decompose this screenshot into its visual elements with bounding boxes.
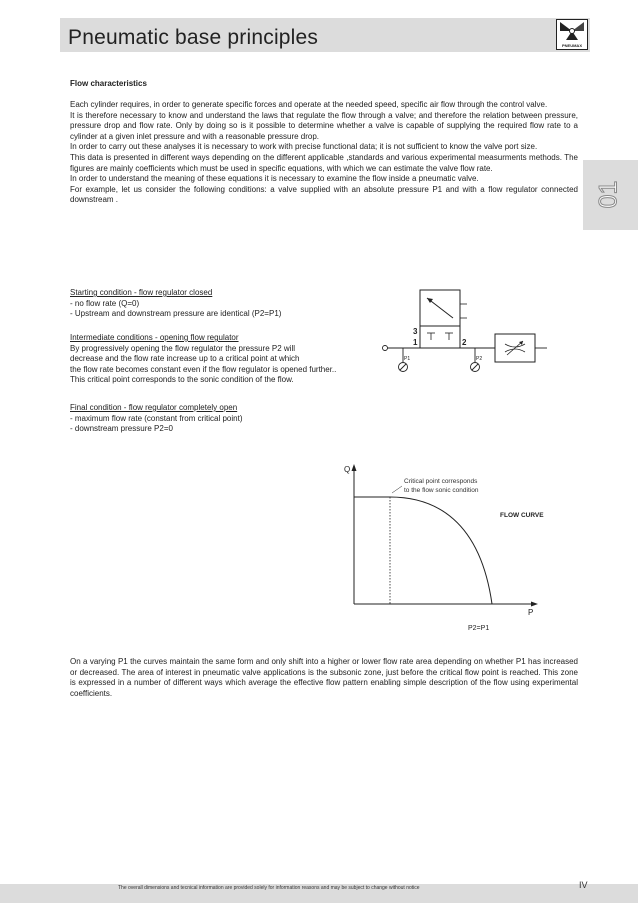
- critical-point-annotation-1: Critical point corresponds: [404, 478, 478, 485]
- critical-point-annotation-2: to the flow sonic condition: [404, 487, 479, 494]
- closing-paragraph: On a varying P1 the curves maintain the same form and only shift into a higher or lower flow rate area depending on whether P1 has increased or decreased. The area of interest in pneumatic valve applications is the subsonic zone, just before the critical flow point is reached. This zone is expressed in a number of different ways which average the effective flow pattern enabling simple description of the flow using experimental coefficients.: [70, 657, 578, 698]
- starting-heading: Starting condition - flow regulator closed: [70, 288, 213, 297]
- condition-line: - no flow rate (Q=0): [70, 298, 140, 308]
- pneumax-logo: [556, 19, 588, 50]
- gauge-p2-label: P2: [476, 356, 483, 362]
- chapter-number: 01: [594, 180, 623, 209]
- intro-paragraph: Each cylinder requires, in order to generate specific forces and operate at the needed speed, specific air flow through the control valve.: [70, 100, 548, 109]
- condition-line: - maximum flow rate (constant from critical point): [70, 413, 243, 423]
- intro-paragraph: This data is presented in different ways depending on the different applicable ,standards and various experimental measurments methods. The figures are mainly coefficients which must be used in specific equations, with which we can estimate the valve flow rate.: [70, 152, 578, 173]
- intro-paragraph: It is therefore necessary to know and understand the laws that regulate the flow through a valve; and therefore the relation between pressure, pressure drop and flow rate. Only by doing so is it possible to determine whether a valve is capable of supplying the required flow rate to a cylinder at a given inlet pressure and with a reasonable pressure drop.: [70, 110, 578, 141]
- final-condition: [70, 403, 390, 435]
- x-axis-label: P: [528, 608, 534, 617]
- port-1-label: 1: [413, 338, 418, 347]
- flow-curve-title: FLOW CURVE: [500, 512, 544, 519]
- intermediate-heading: Intermediate conditions - opening flow regulator: [70, 333, 239, 342]
- supply-source-icon: [383, 346, 388, 351]
- intro-paragraph: In order to understand the meaning of these equations it is necessary to examine the flow inside a pneumatic valve.: [70, 174, 479, 184]
- final-heading: Final condition - flow regulator completely open: [70, 403, 238, 412]
- gauge-p1-label: P1: [404, 356, 411, 362]
- flow-curve-chart: [340, 460, 550, 640]
- flow-curve-line: [354, 497, 492, 604]
- chapter-tab: [583, 160, 638, 230]
- page-title: Pneumatic base principles: [68, 26, 319, 49]
- intro-text: [70, 100, 578, 206]
- intermediate-condition: [70, 333, 390, 386]
- starting-condition: [70, 288, 390, 320]
- port-2-label: 2: [462, 338, 467, 347]
- valve-circuit-diagram: [375, 282, 555, 382]
- p2-equals-p1-label: P2=P1: [468, 625, 490, 632]
- condition-line: the flow rate becomes constant even if the flow regulator is opened further..: [70, 364, 337, 374]
- condition-line: - Upstream and downstream pressure are identical (P2=P1): [70, 309, 282, 319]
- condition-line: By progressively opening the flow regulator the pressure P2 will: [70, 343, 296, 353]
- section-title: Flow characteristics: [70, 79, 147, 88]
- y-axis-label: Q: [344, 465, 351, 474]
- intro-paragraph: For example, let us consider the following conditions: a valve supplied with an absolute pressure P1 and with a flow regulator connected downstream .: [70, 184, 578, 205]
- logo-pinwheel-icon: [557, 20, 587, 42]
- condition-line: - downstream pressure P2=0: [70, 424, 173, 434]
- condition-line: This critical point corresponds to the sonic condition of the flow.: [70, 375, 294, 385]
- logo-text: PNEUMAX: [561, 43, 582, 48]
- footer-disclaimer: The overall dimensions and tecnical information are provided solely for information reasons and may be subject to change without notice: [118, 885, 420, 891]
- page-number: IV: [579, 880, 588, 890]
- condition-line: decrease and the flow rate increase up to a critical point at which: [70, 354, 300, 364]
- x-axis-arrow-icon: [531, 602, 538, 607]
- port-3-label: 3: [413, 327, 418, 336]
- intro-paragraph: In order to carry out these analyses it is necessary to work with precise functional data; it is not sufficient to know the valve port size.: [70, 142, 538, 152]
- valve-lower-square: [420, 326, 460, 348]
- y-axis-arrow-icon: [352, 464, 357, 471]
